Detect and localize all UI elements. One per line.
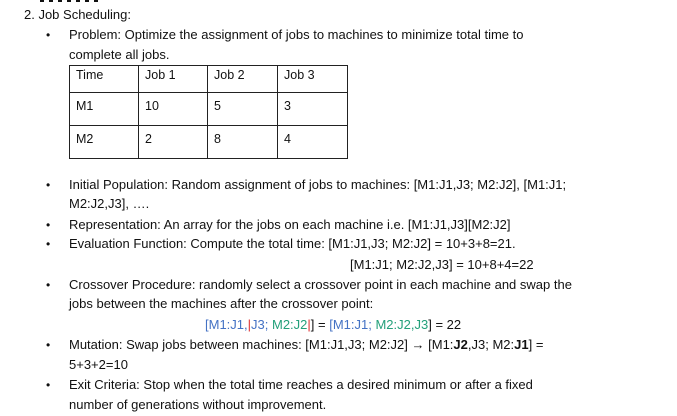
crossover-part: M2:J2 [271,317,308,332]
mutation-line-2: 5+3+2=10 [69,357,128,372]
table-cell: M2 [70,126,139,159]
exit-criteria-line-1: Exit Criteria: Stop when the total time reaches a desired minimum or after a fixed [69,377,533,392]
bullet-icon: • [46,178,51,192]
initial-population-line-2: M2:J2,J3], …. [69,196,150,211]
table-header-cell: Job 1 [139,66,208,93]
cropped-text-above [40,0,100,2]
mutation-text: [M1: [424,337,454,352]
problem-line-1: Problem: Optimize the assignment of jobs to machines to minimize total time to [69,27,524,42]
table-cell: M1 [70,93,139,126]
bullet-icon: • [46,28,51,42]
initial-population-line-1: Initial Population: Random assignment of jobs to machines: [M1:J1,J3; M2:J2], [M1:J1; [69,177,567,192]
problem-line-2: complete all jobs. [69,47,170,62]
representation-text: Representation: An array for the jobs on each machine i.e. [M1:J1,J3][M2:J2] [69,217,511,232]
mutation-bold: J2 [453,337,468,352]
table-row [70,126,348,159]
crossover-part: ] = [310,317,330,332]
bullet-icon: • [46,237,51,251]
bullet-icon: • [46,278,51,292]
table-cell: 4 [278,126,348,159]
crossover-part: J3; [251,317,269,332]
table-header-cell: Time [70,66,139,93]
evaluation-line-2: [M1:J1; M2:J2,J3] = 10+8+4=22 [350,257,534,272]
crossover-point-marker: | [307,317,311,332]
bullet-icon: • [46,378,51,392]
bullet-icon: • [46,338,51,352]
crossover-part: M2:J2,J3 [375,317,429,332]
exit-criteria-line-2: number of generations without improvement. [69,397,327,412]
table-cell: 5 [208,93,278,126]
mutation-bold: J1 [514,337,529,352]
table-cell: 3 [278,93,348,126]
mutation-line-1 [69,335,543,355]
crossover-part: [M1:J1; [329,317,372,332]
table-cell: 8 [208,126,278,159]
crossover-line-2: jobs between the machines after the crossover point: [69,296,374,311]
table-cell: 2 [139,126,208,159]
crossover-part: [M1:J1, [205,317,248,332]
mutation-text: ,J3; M2: [467,337,515,352]
mutation-text: ] = [528,337,544,352]
evaluation-line-1: Evaluation Function: Compute the total time: [M1:J1,J3; M2:J2] = 10+3+8=21. [69,236,516,251]
table-header-cell: Job 3 [278,66,348,93]
mutation-text: Mutation: Swap jobs between machines: [M1:J1,J3; M2:J2] [69,337,412,352]
crossover-example [205,315,461,335]
job-time-table [69,65,348,159]
table-row [70,93,348,126]
table-header-cell: Job 2 [208,66,278,93]
right-arrow-icon: → [411,337,425,352]
crossover-part: ] = 22 [428,317,462,332]
section-heading: 2. Job Scheduling: [24,7,131,22]
table-cell: 10 [139,93,208,126]
crossover-point-marker: | [247,317,252,332]
table-header-row [70,66,348,93]
bullet-icon: • [46,218,51,232]
crossover-line-1: Crossover Procedure: randomly select a crossover point in each machine and swap the [69,277,572,292]
